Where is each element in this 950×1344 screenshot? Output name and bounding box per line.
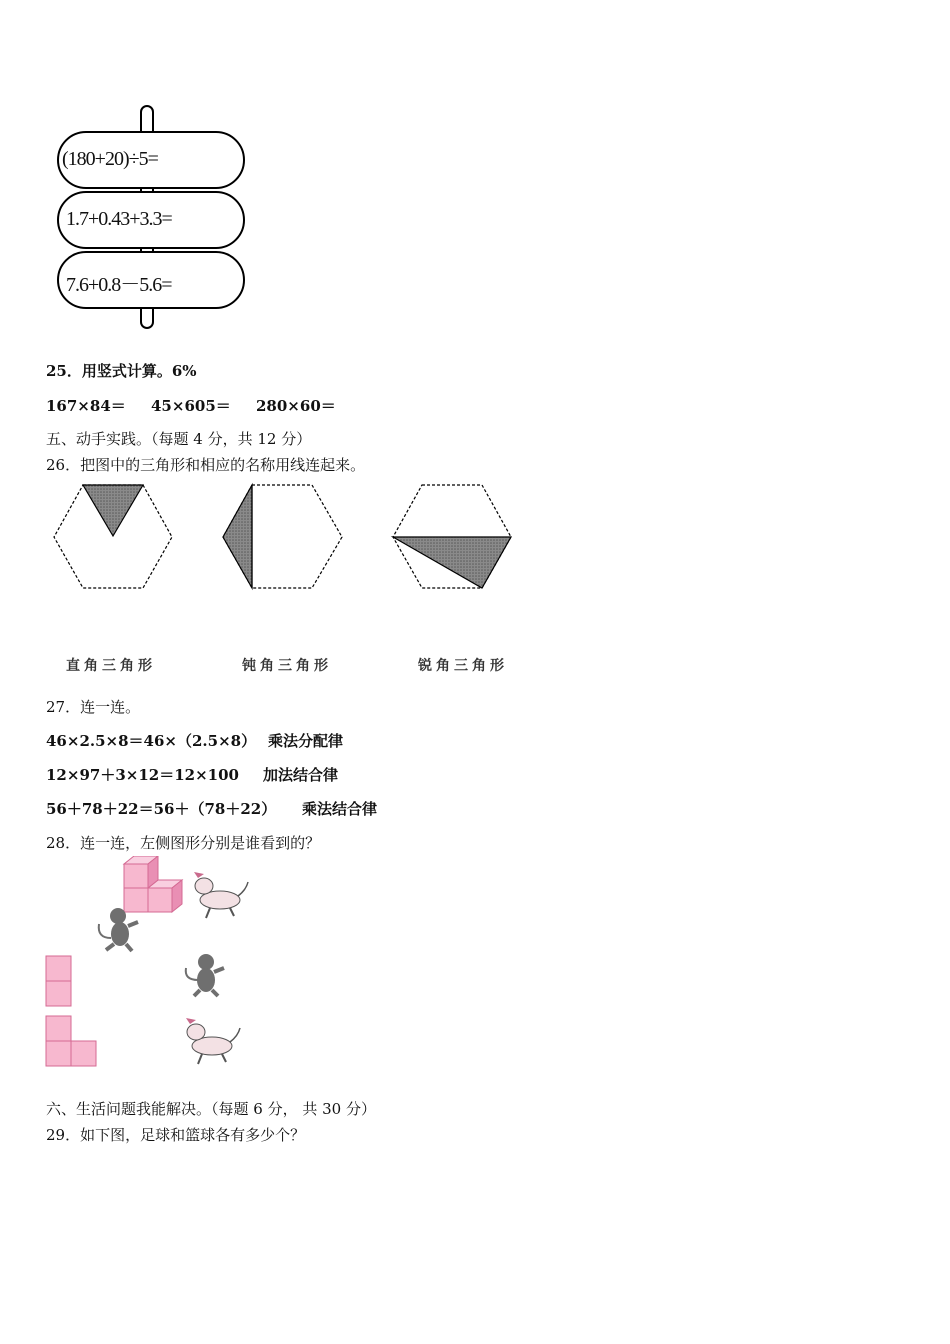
dog-icon-2 [186, 1018, 240, 1064]
q29-title: 29．如下图，足球和篮球各有多少个？ [46, 1126, 306, 1144]
section5-title: 五、动手实践。（每题 4 分，共 12 分） [46, 430, 312, 448]
q28-title: 28．连一连，左侧图形分别是谁看到的？ [46, 834, 321, 852]
section6-title: 六、生活问题我能解决。（每题 6 分， 共 30 分） [46, 1100, 376, 1118]
hexagon-2 [223, 485, 342, 588]
q27-title: 27．连一连。 [46, 698, 141, 716]
abacus-expression-1: (180+20)÷5= [62, 148, 158, 170]
q25-item-1: 167×84＝ [46, 397, 126, 415]
q27-expr-3: 56＋78＋22＝56＋（78＋22） [46, 800, 277, 818]
label-right-triangle: 直角三角形 [66, 658, 156, 674]
hexagon-3 [393, 485, 511, 588]
q27-law-2: 加法结合律 [263, 766, 339, 784]
q25-item-2: 45×605＝ [151, 397, 231, 415]
monkey-icon-2 [186, 954, 224, 996]
q25-title: 25．用竖式计算。6% [46, 362, 197, 380]
q28-figure [40, 856, 270, 1071]
q27-row-3 [46, 798, 377, 819]
q25-item-3: 280×60＝ [256, 397, 336, 415]
q27-row-2 [46, 764, 338, 785]
q26-title: 26．把图中的三角形和相应的名称用线连起来。 [46, 456, 366, 474]
label-obtuse-triangle: 钝角三角形 [242, 658, 332, 674]
abacus-expression-3: 7.6+0.8－5.6= [66, 274, 172, 296]
q27-expr-2: 12×97＋3×12＝12×100 [46, 766, 239, 784]
hexagon-1 [54, 485, 172, 588]
q27-law-1: 乘法分配律 [268, 732, 344, 750]
cube-stack [124, 856, 182, 912]
monkey-icon-1 [99, 908, 138, 951]
q27-row-1 [46, 730, 343, 751]
q27-law-3: 乘法结合律 [302, 800, 378, 818]
q25-items [46, 395, 336, 416]
abacus-expression-2: 1.7+0.43+3.3= [66, 208, 172, 230]
dog-icon-1 [194, 872, 248, 918]
view-figure-2 [46, 1016, 96, 1066]
view-figure-1 [46, 956, 71, 1006]
label-acute-triangle: 锐角三角形 [418, 658, 508, 674]
q27-expr-1: 46×2.5×8＝46×（2.5×8） [46, 732, 257, 750]
hexagon-figures [40, 476, 530, 596]
